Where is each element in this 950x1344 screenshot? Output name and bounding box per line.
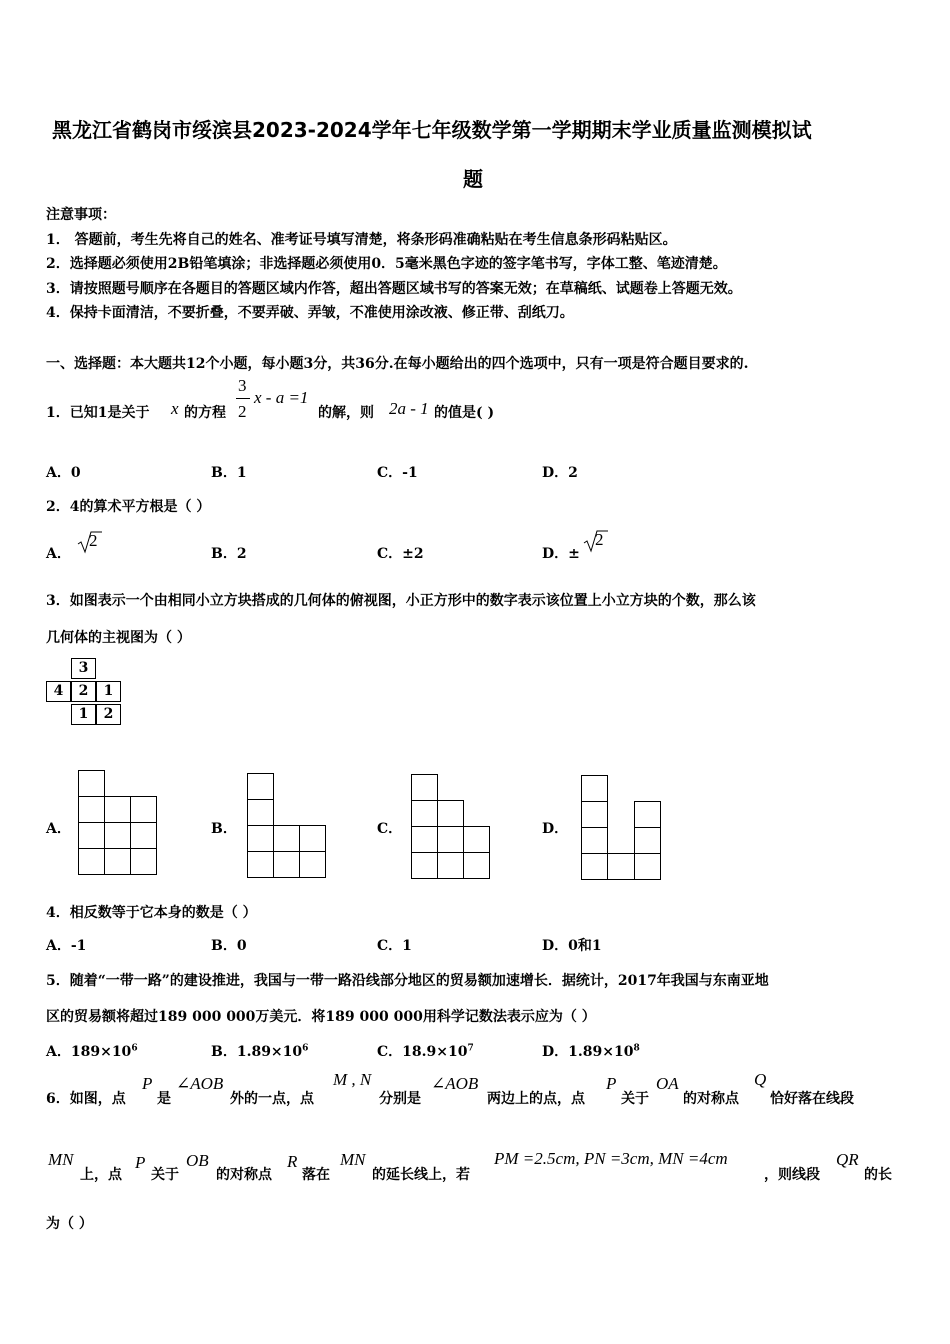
q6-text: 的长 xyxy=(864,1167,892,1183)
q6-text: 恰好落在线段 xyxy=(770,1091,854,1107)
q1-text: 的值是( ) xyxy=(434,405,495,421)
q3-option-d[interactable]: D． xyxy=(542,821,569,837)
top-view-cell: 4 xyxy=(46,681,71,702)
q2-option-a[interactable] xyxy=(46,543,71,563)
fraction-bar xyxy=(236,398,250,399)
q4-option-d[interactable]: D．0和1 xyxy=(542,938,602,954)
top-view-cell: 2 xyxy=(96,704,121,725)
q6-text: 上，点 xyxy=(80,1167,122,1183)
q1-frac-num: 3 xyxy=(238,376,247,395)
q6-line-oa: OA xyxy=(656,1074,679,1093)
notice-heading: 注意事项： xyxy=(46,207,116,223)
q6-angle-aob: ∠AOB xyxy=(176,1074,224,1093)
q3-option-b[interactable]: B． xyxy=(211,821,237,837)
q5-option-d-label: D．1.89×10 xyxy=(542,1044,634,1060)
q1-var-x: x xyxy=(171,399,179,418)
q6-text: 外的一点，点 xyxy=(230,1091,314,1107)
top-view-cell: 1 xyxy=(71,704,96,725)
q6-segment-qr: QR xyxy=(836,1150,859,1169)
q5-option-c[interactable] xyxy=(377,1041,474,1061)
section-heading: 一、选择题：本大题共12个小题，每小题3分，共36分.在每小题给出的四个选项中，只有一项是符合题目要求的. xyxy=(46,356,749,372)
q6-text: 的延长线上，若 xyxy=(372,1167,470,1183)
notice-item: 3．请按照题号顺序在各题目的答题区域内作答，超出答题区域书写的答案无效；在草稿纸、试题卷上答题无效。 xyxy=(46,281,742,297)
notice-item: 2．选择题必须使用2B铅笔填涂；非选择题必须使用0．5毫米黑色字迹的签字笔书写，字体工整、笔迹清楚。 xyxy=(46,256,727,272)
q6-point-r: R xyxy=(287,1152,298,1171)
q6-text: 的对称点 xyxy=(683,1091,739,1107)
q2-option-b[interactable]: B．2 xyxy=(211,546,247,562)
q6-text: 为（ ） xyxy=(46,1216,93,1232)
q3-option-a[interactable]: A． xyxy=(46,821,71,837)
q6-angle-aob: ∠AOB xyxy=(431,1074,479,1093)
q6-text: 关于 xyxy=(621,1091,649,1107)
q6-text: 分别是 xyxy=(379,1091,421,1107)
q2-option-c[interactable]: C．±2 xyxy=(377,546,424,562)
q3-stem-line1: 3．如图表示一个由相同小立方块搭成的几何体的俯视图，小正方形中的数字表示该位置上小立方块的个数，那么该 xyxy=(46,593,756,609)
q3-option-c[interactable]: C． xyxy=(377,821,403,837)
q2-option-d-label: D．± xyxy=(542,546,580,562)
q6-point-p: P xyxy=(142,1074,153,1093)
q5-option-a[interactable] xyxy=(46,1041,138,1061)
q3-stem-line2: 几何体的主视图为（ ） xyxy=(46,630,191,646)
notice-item: 1． 答题前，考生先将自己的姓名、准考证号填写清楚，将条形码准确粘贴在考生信息条形码粘贴区。 xyxy=(46,232,677,248)
q6-text: ，则线段 xyxy=(764,1167,820,1183)
q4-option-b[interactable]: B．0 xyxy=(211,938,247,954)
q2-stem: 2．4的算术平方根是（ ） xyxy=(46,499,211,515)
q1-text: 1．已知1是关于 xyxy=(46,405,150,421)
q1-frac-den: 2 xyxy=(238,402,247,421)
page-title-continued: 题 xyxy=(463,167,483,191)
q5-option-c-label: C．18.9×10 xyxy=(377,1044,468,1060)
q2-a-radicand: 2 xyxy=(89,531,98,550)
q2-option-a-label: A． xyxy=(46,546,71,562)
q1-option-b[interactable]: B．1 xyxy=(211,465,247,481)
q5-option-a-exp: 6 xyxy=(131,1043,138,1054)
q5-option-d-exp: 8 xyxy=(633,1043,640,1054)
q1-text: 的方程 xyxy=(184,405,226,421)
q6-segment-mn: MN xyxy=(48,1150,74,1169)
q4-option-c[interactable]: C．1 xyxy=(377,938,412,954)
q6-point-p: P xyxy=(135,1153,146,1172)
q5-option-a-label: A．189×10 xyxy=(46,1044,132,1060)
q6-text: 关于 xyxy=(151,1167,179,1183)
q4-stem: 4．相反数等于它本身的数是（ ） xyxy=(46,905,257,921)
q6-text: 6．如图，点 xyxy=(46,1091,126,1107)
q4-option-a[interactable]: A．-1 xyxy=(46,938,87,954)
q6-point-p: P xyxy=(606,1074,617,1093)
q5-option-b[interactable] xyxy=(211,1041,308,1061)
q6-text: 的对称点 xyxy=(216,1167,272,1183)
q5-stem-line2: 区的贸易额将超过189 000 000万美元．将189 000 000用科学记数法表示应为（ ） xyxy=(46,1009,596,1025)
q6-text: 两边上的点，点 xyxy=(487,1091,585,1107)
q6-condition: PM =2.5cm, PN =3cm, MN =4cm xyxy=(494,1149,728,1168)
q6-line-ob: OB xyxy=(186,1151,209,1170)
q6-text: 落在 xyxy=(302,1167,330,1183)
top-view-cell: 3 xyxy=(71,658,96,679)
top-view-cell: 1 xyxy=(96,681,121,702)
q5-stem-line1: 5．随着“一带一路”的建设推进，我国与一带一路沿线部分地区的贸易额加速增长．据统计，2017年我国与东南亚地 xyxy=(46,973,769,989)
notice-item: 4．保持卡面清洁，不要折叠，不要弄破、弄皱，不准使用涂改液、修正带、刮纸刀。 xyxy=(46,305,574,321)
q6-point-q: Q xyxy=(754,1070,767,1089)
top-view-cell: 2 xyxy=(71,681,96,702)
q1-option-c[interactable]: C．-1 xyxy=(377,465,418,481)
q1-option-a[interactable]: A．0 xyxy=(46,465,81,481)
q5-option-c-exp: 7 xyxy=(467,1043,474,1054)
q1-text: 的解，则 xyxy=(318,405,374,421)
q2-d-radicand: 2 xyxy=(595,530,604,549)
q5-option-d[interactable] xyxy=(542,1041,640,1061)
q6-points-mn: M , N xyxy=(333,1070,372,1089)
q5-option-b-label: B．1.89×10 xyxy=(211,1044,303,1060)
q1-equation: x - a =1 xyxy=(254,388,309,407)
page-title: 黑龙江省鹤岗市绥滨县2023-2024学年七年级数学第一学期期末学业质量监测模拟试 xyxy=(52,118,812,142)
q6-text: 是 xyxy=(157,1091,171,1107)
q1-option-d[interactable]: D．2 xyxy=(542,465,578,481)
q1-expression: 2a - 1 xyxy=(389,399,429,418)
q2-option-d[interactable] xyxy=(542,543,580,563)
q5-option-b-exp: 6 xyxy=(302,1043,309,1054)
q6-segment-mn: MN xyxy=(340,1150,366,1169)
